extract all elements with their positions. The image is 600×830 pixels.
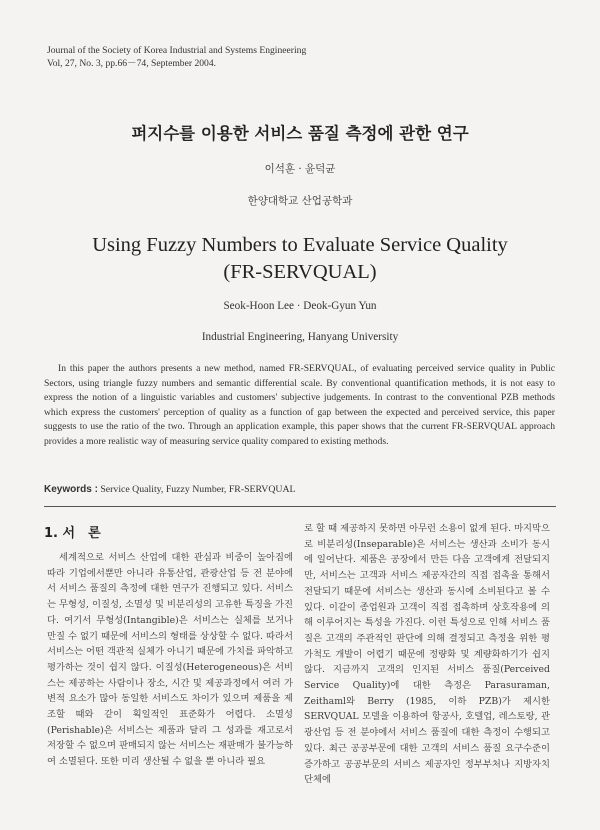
abstract: In this paper the authors presents a new method, named FR-SERVQUAL, of evaluating perceived service quality in Public Sectors, using triangle fuzzy numbers and semantic differential scale. By conventional quantification methods, it is not easy to express the notion of a linguistic variables and customers' subjective judgements. In contrast to the conventional PZB methods which express the customers' perception of quality as a function of gap between the expected and perceived service, this paper suggests to use the ratio of the two. Through an application example, this paper shows that the current FR-SERVQUAL approach provides a more realistic way of measuring service quality compared to existing methods. bbox=[44, 363, 555, 447]
english-authors: Seok-Hoon Lee · Deok-Gyun Yun bbox=[223, 300, 377, 312]
journal-citation bbox=[47, 44, 306, 70]
korean-title: 퍼지수를 이용한 서비스 품질 측정에 관한 연구 bbox=[131, 124, 469, 143]
english-title bbox=[0, 232, 600, 286]
keywords-value: Service Quality, Fuzzy Number, FR-SERVQUAL bbox=[100, 484, 296, 495]
keywords bbox=[44, 484, 564, 495]
body-right-column: 로 할 때 제공하지 못하면 아무런 소용이 없게 된다. 마지막으로 비분리성(Inseparable)은 서비스는 생산과 소비가 동시에 일어난다. 제품은 공장에서 만든 다음 고객에게 전달되지만, 서비스는 고객과 서비스 제공자간의 직접 접촉을 통해서 전달되기 때문에 서비스는 생산과 동시에 소비된다고 볼 수 있다. 이같이 종업원과 고객이 직접 접촉하며 상호작용에 의해 이루어지는 특성을 가진다. 이런 특성으로 인해 서비스 품질은 고객의 주관적인 판단에 의해 결정되고 측정을 위한 평가척도 개발이 어렵기 때문에 정량화 및 계량화하기가 쉽지 않다. 지금까지 고객의 인지된 서비스 품질(Perceived Service Quality)에 대한 측정은 Parasuraman, Zeithaml와 Berry (1985, 이하 PZB)가 제시한 SERVQUAL 모델을 이용하여 항공사, 호텔업, 레스토랑, 관광산업 등 전 분야에서 서비스 품질에 대한 측정이 수행되고 있다. 최근 공공부문에 대한 고객의 서비스 품질 요구수준이 증가하고 공공부문의 서비스 제공자인 정부부처나 지방자치단체에 bbox=[304, 523, 550, 786]
english-title-line1: Using Fuzzy Numbers to Evaluate Service Quality bbox=[92, 234, 508, 256]
english-title-line2: (FR-SERVQUAL) bbox=[223, 261, 377, 283]
korean-authors: 이석훈 · 윤덕균 bbox=[264, 163, 336, 175]
keywords-label: Keywords : bbox=[44, 484, 98, 495]
korean-affiliation: 한양대학교 산업공학과 bbox=[247, 195, 353, 207]
journal-name: Journal of the Society of Korea Industrial and Systems Engineering bbox=[47, 45, 307, 56]
english-affiliation: Industrial Engineering, Hanyang University bbox=[201, 331, 399, 343]
section-heading: 1. 서 론 bbox=[44, 526, 101, 541]
body-left-column: 세계적으로 서비스 산업에 대한 관심과 비중이 높아짐에 따라 기업에서뿐만 아니라 유통산업, 관광산업 등 전 분야에서 서비스 품질의 측정에 대한 연구가 진행되고 있다. 서비스는 무형성, 이질성, 소멸성 및 비분리성의 고유한 특징을 가진다. 여기서 무형성(Intangible)은 서비스는 실체를 보거나 만질 수 없기 때문에 서비스의 형태를 상상할 수 없다. 따라서 서비스는 어떤 객관적 실체가 아니기 때문에 가치를 파악하고 평가하는 것이 쉽지 않다. 이질성(Heterogeneous)은 서비스는 제공하는 사람이나 장소, 시간 및 제공과정에서 여러 가변적 요소가 많아 동일한 서비스도 차이가 있으며 제품을 제조할 때와 같이 획일적인 표준화가 어렵다. 소멸성(Perishable)은 서비스는 제품과 달리 그 성과를 재고로서 저장할 수 없으며 판매되지 않는 서비스는 재판매가 불가능하여 소멸된다. 또한 미리 생산될 수 없을 뿐 아니라 필요 bbox=[47, 552, 293, 768]
journal-volume: Vol, 27, No. 3, pp.66－74, September 2004. bbox=[47, 58, 217, 69]
section-divider bbox=[44, 506, 556, 507]
